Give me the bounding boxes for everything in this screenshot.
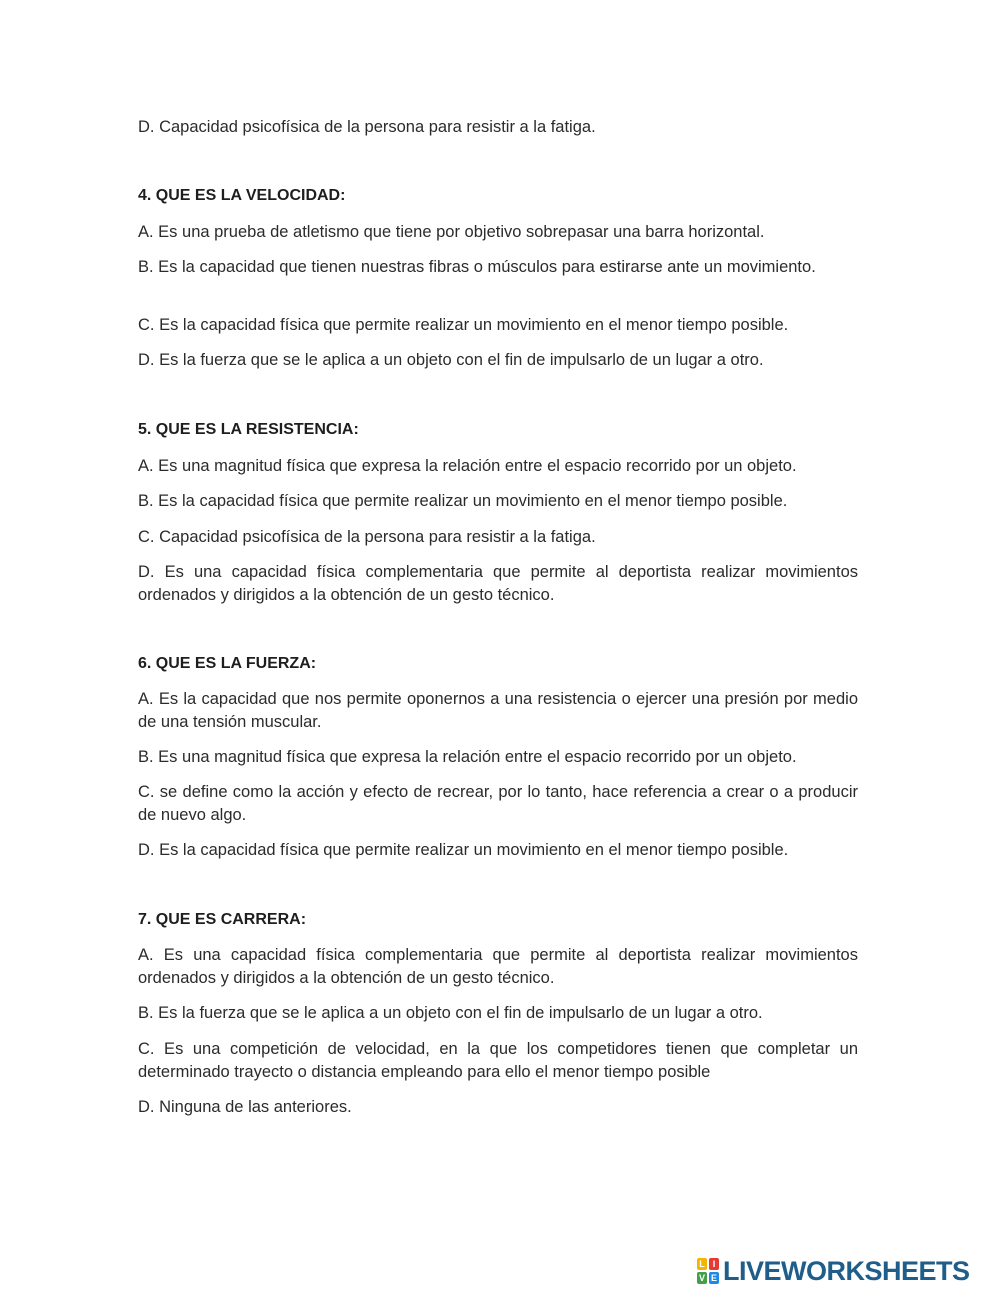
q4-option-d: D. Es la fuerza que se le aplica a un objeto con el fin de impulsarlo de un lugar a otro. <box>138 351 764 369</box>
q6-option-a: A. Es la capacidad que nos permite oponernos a una resistencia o ejercer una presión por medio de una tensión muscular. <box>138 690 858 731</box>
q5-option-d: D. Es una capacidad física complementaria que permite al deportista realizar movimientos ordenados y dirigidos a la obtención de un gesto técnico. <box>138 563 858 604</box>
logo-block-i: I <box>709 1258 719 1270</box>
q7-option-d: D. Ninguna de las anteriores. <box>138 1098 352 1116</box>
liveworksheets-logo <box>697 1256 970 1286</box>
logo-block-e: E <box>710 1273 717 1283</box>
logo-blocks-icon <box>697 1258 719 1284</box>
q4-option-b: B. Es la capacidad que tienen nuestras fibras o músculos para estirarse ante un movimiento. <box>138 258 816 276</box>
logo-text: LIVEWORKSHEETS <box>723 1256 970 1286</box>
q3-option-d: D. Capacidad psicofísica de la persona para resistir a la fatiga. <box>138 118 596 136</box>
q6-title: 6. QUE ES LA FUERZA: <box>138 655 317 672</box>
q7-title: 7. QUE ES CARRERA: <box>138 911 307 928</box>
q5-option-c: C. Capacidad psicofísica de la persona para resistir a la fatiga. <box>138 528 596 546</box>
q6-option-d: D. Es la capacidad física que permite realizar un movimiento en el menor tiempo posible. <box>138 841 789 859</box>
q7-option-c: C. Es una competición de velocidad, en la que los competidores tienen que completar un determinado trayecto o distancia empleando para ello el menor tiempo posible <box>138 1040 858 1081</box>
q6-option-b: B. Es una magnitud física que expresa la relación entre el espacio recorrido por un objeto. <box>138 748 797 766</box>
q7-option-a: A. Es una capacidad física complementaria que permite al deportista realizar movimientos ordenados y dirigidos a la obtención de un gesto técnico. <box>138 946 858 987</box>
q4-option-c: C. Es la capacidad física que permite realizar un movimiento en el menor tiempo posible. <box>138 316 789 334</box>
logo-block-v: V <box>698 1273 705 1283</box>
q5-option-a: A. Es una magnitud física que expresa la relación entre el espacio recorrido por un objeto. <box>138 457 797 475</box>
q4-title: 4. QUE ES LA VELOCIDAD: <box>138 187 346 204</box>
q4-option-a: A. Es una prueba de atletismo que tiene por objetivo sobrepasar una barra horizontal. <box>138 223 765 241</box>
q5-title: 5. QUE ES LA RESISTENCIA: <box>138 421 359 438</box>
logo-block-l: L <box>697 1258 707 1270</box>
q6-option-c: C. se define como la acción y efecto de recrear, por lo tanto, hace referencia a crear o a producir de nuevo algo. <box>138 783 858 824</box>
q7-option-b: B. Es la fuerza que se le aplica a un objeto con el fin de impulsarlo de un lugar a otro. <box>138 1004 763 1022</box>
q5-option-b: B. Es la capacidad física que permite realizar un movimiento en el menor tiempo posible. <box>138 492 788 510</box>
